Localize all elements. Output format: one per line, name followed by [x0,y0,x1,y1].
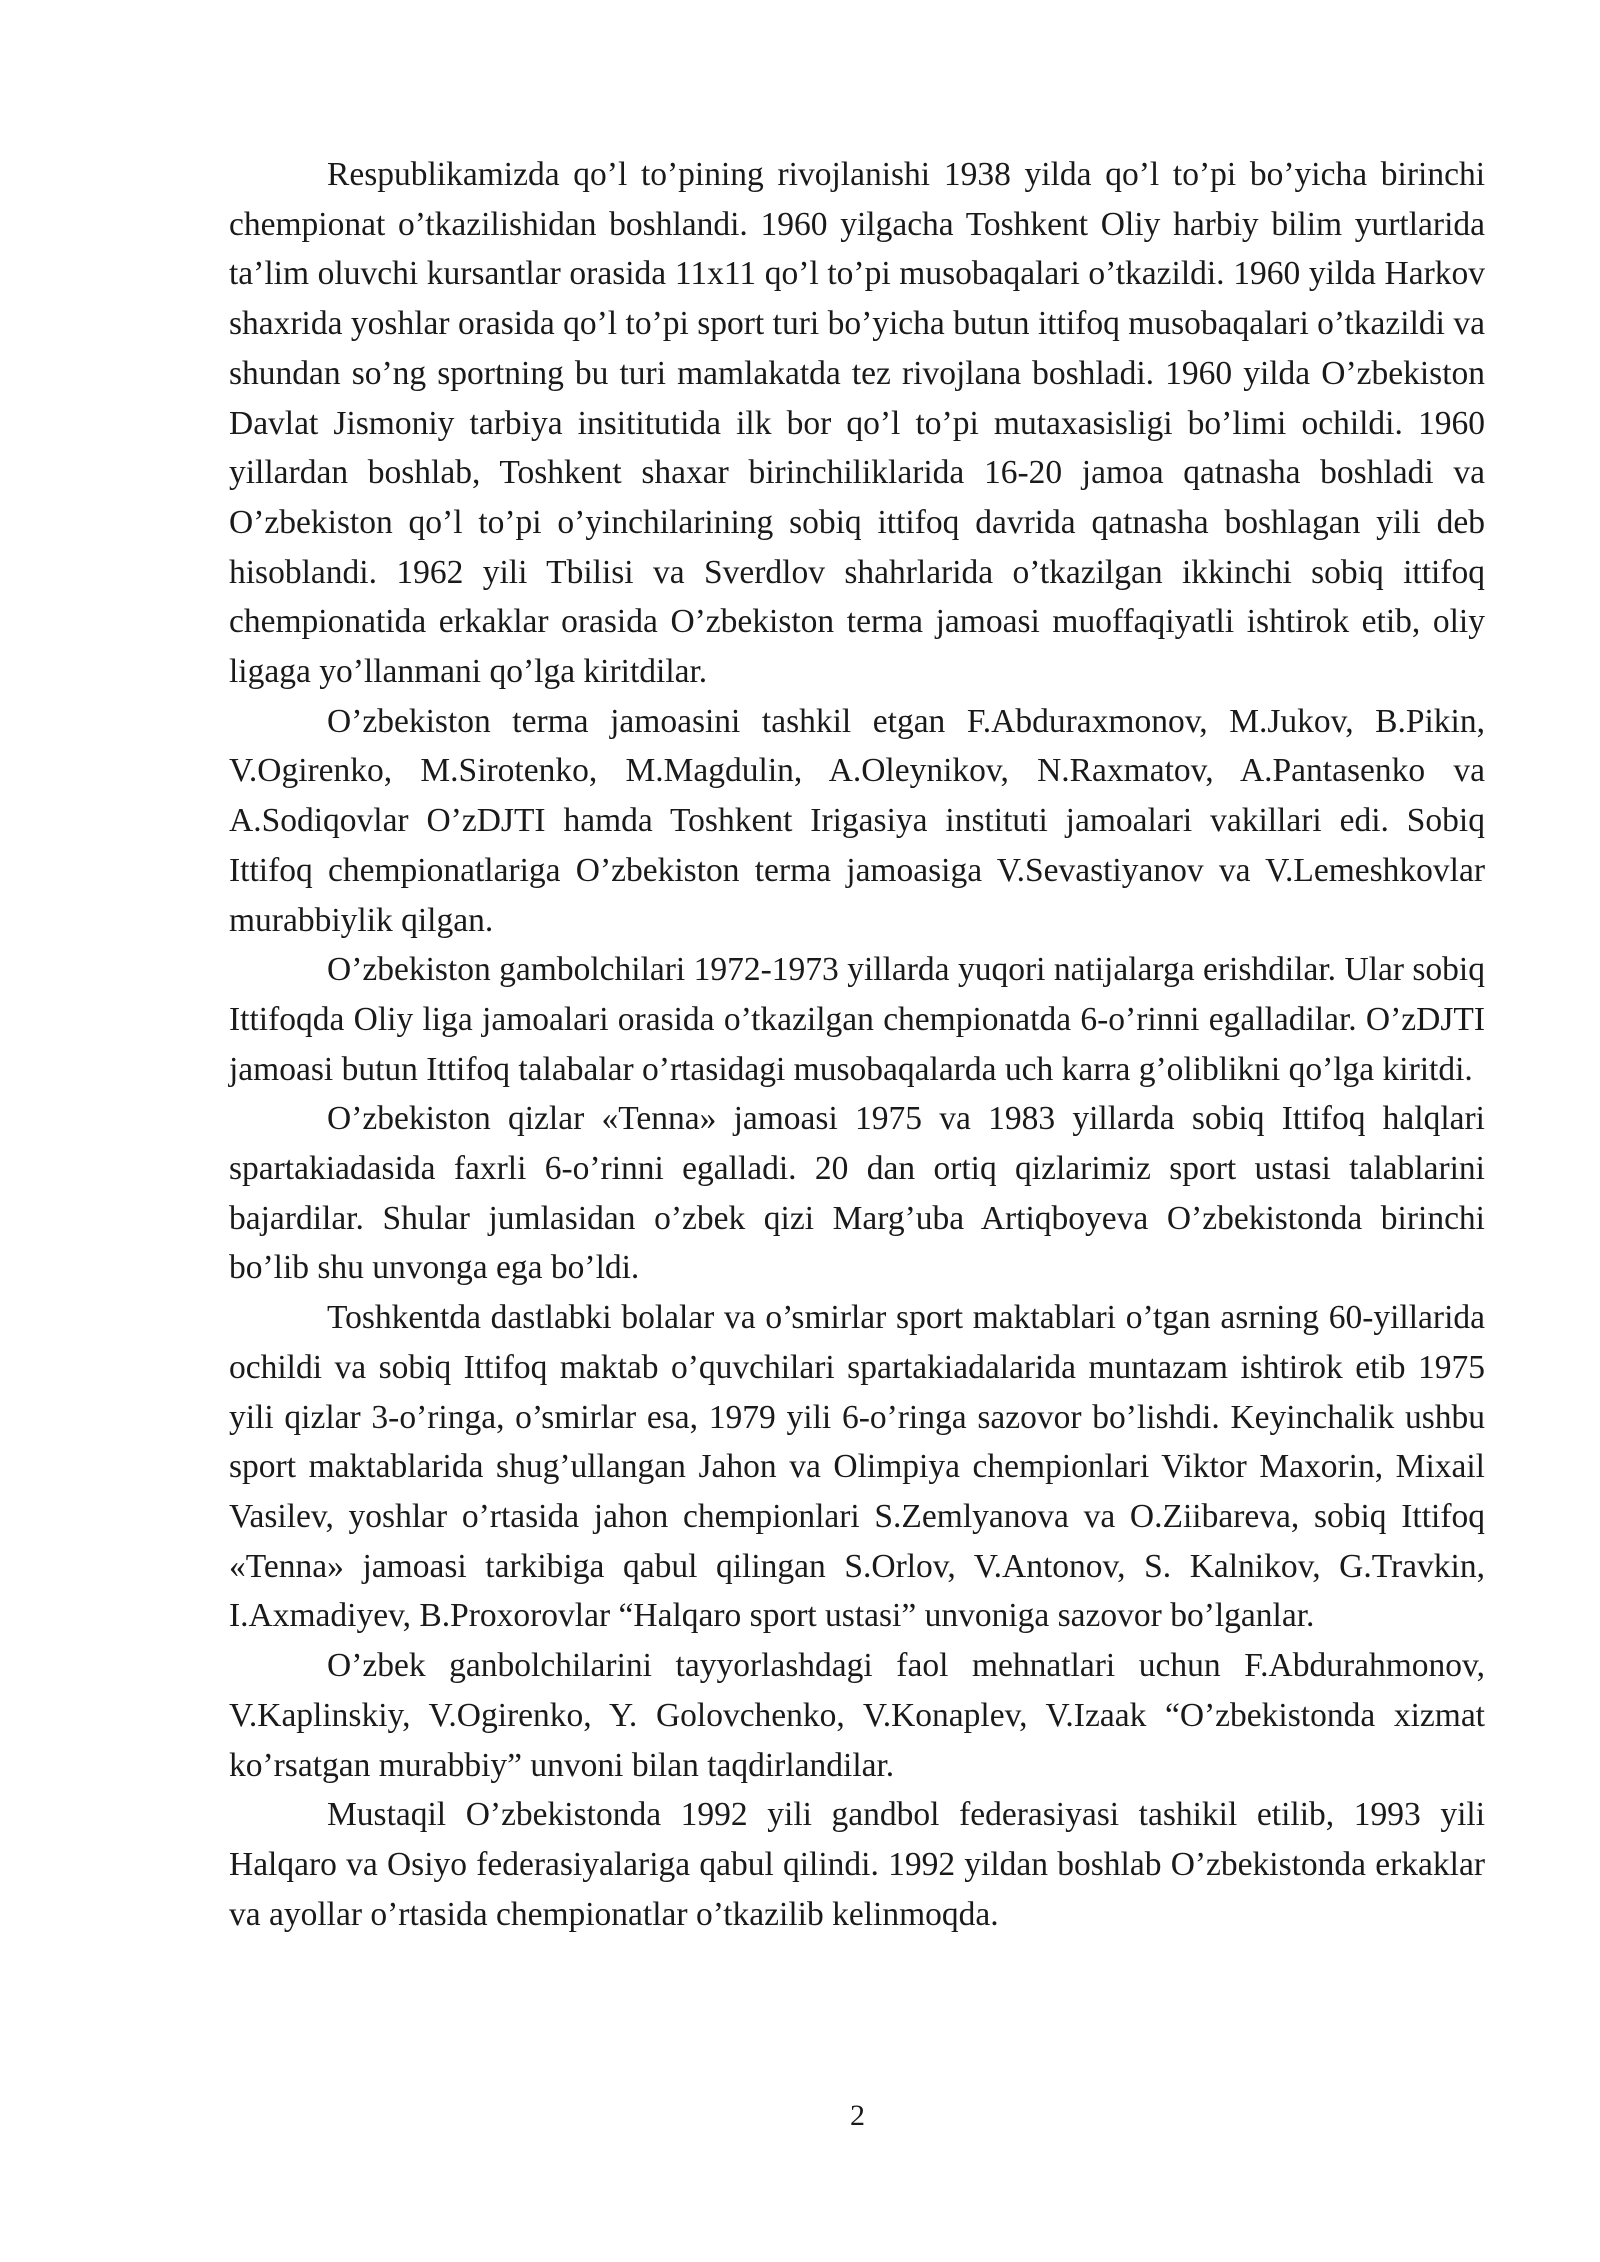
paragraph: Mustaqil O’zbekistonda 1992 yili gandbol federasiyasi tashikil etilib, 1993 yili Halqaro va Osiyo federasiyalariga qabul qilindi. 1992 yildan boshlab O’zbekistonda erkaklar va ayollar o’rtasida chempionatlar o’tkazilib kelinmoqda. [229,1796,1485,1933]
body-text [229,150,1485,1939]
paragraph: Respublikamizda qo’l to’pining rivojlanishi 1938 yilda qo’l to’pi bo’yicha birinchi chempionat o’tkazilishidan boshlandi. 1960 yilgacha Toshkent Oliy harbiy bilim yurtlarida ta’lim oluvchi kursantlar orasida 11x11 qo’l to’pi musobaqalari o’tkazildi. 1960 yilda Harkov shaxrida yoshlar orasida qo’l to’pi sport turi bo’yicha butun ittifoq musobaqalari o’tkazildi va shundan so’ng sportning bu turi mamlakatda tez rivojlana boshladi. 1960 yilda O’zbekiston Davlat Jismoniy tarbiya insititutida ilk bor qo’l to’pi mutaxasisligi bo’limi ochildi. 1960 yillardan boshlab, Toshkent shaxar birinchiliklarida 16-20 jamoa qatnasha boshladi va O’zbekiston qo’l to’pi o’yinchilarining sobiq ittifoq davrida qatnasha boshlagan yili deb hisoblandi. 1962 yili Tbilisi va Sverdlov shahrlarida o’tkazilgan ikkinchi sobiq ittifoq chempionatida erkaklar orasida O’zbekiston terma jamoasi muoffaqiyatli ishtirok etib, oliy ligaga yo’llanmani qo’lga kiritdilar. [229,156,1485,691]
paragraph: O’zbek ganbolchilarini tayyorlashdagi faol mehnatlari uchun F.Abdurahmonov, V.Kaplinskiy, V.Ogirenko, Y. Golovchenko, V.Konaplev, V.Izaak “O’zbekistonda xizmat ko’rsatgan murabbiy” unvoni bilan taqdirlandilar. [229,1647,1485,1784]
page-number: 2 [850,2099,865,2132]
paragraph: O’zbekiston gambolchilari 1972-1973 yillarda yuqori natijalarga erishdilar. Ular sobiq Ittifoqda Oliy liga jamoalari orasida o’tkazilgan chempionatda 6-o’rinni egalladilar. O’zDJTI jamoasi butun Ittifoq talabalar o’rtasidagi musobaqalarda uch karra g’oliblikni qo’lga kiritdi. [229,951,1485,1088]
paragraph: Toshkentda dastlabki bolalar va o’smirlar sport maktablari o’tgan asrning 60-yillarida ochildi va sobiq Ittifoq maktab o’quvchilari spartakiadalarida muntazam ishtirok etib 1975 yili qizlar 3-o’ringa, o’smirlar esa, 1979 yili 6-o’ringa sazovor bo’lishdi. Keyinchalik ushbu sport maktablarida shug’ullangan Jahon va Olimpiya chempionlari Viktor Maxorin, Mixail Vasilev, yoshlar o’rtasida jahon chempionlari S.Zemlyanova va O.Ziibareva, sobiq Ittifoq «Tenna» jamoasi tarkibiga qabul qilingan S.Orlov, V.Antonov, S. Kalnikov, G.Travkin, I.Axmadiyev, B.Proxorovlar “Halqaro sport ustasi” unvoniga sazovor bo’lganlar. [229,1299,1485,1635]
paragraph: O’zbekiston qizlar «Tenna» jamoasi 1975 va 1983 yillarda sobiq Ittifoq halqlari spartakiadasida faxrli 6-o’rinni egalladi. 20 dan ortiq qizlarimiz sport ustasi talablarini bajardilar. Shular jumlasidan o’zbek qizi Marg’uba Artiqboyeva O’zbekistonda birinchi bo’lib shu unvonga ega bo’ldi. [229,1100,1485,1287]
paragraph: O’zbekiston terma jamoasini tashkil etgan F.Abduraxmonov, M.Jukov, B.Pikin, V.Ogirenko, M.Sirotenko, M.Magdulin, A.Oleynikov, N.Raxmatov, A.Pantasenko va A.Sodiqovlar O’zDJTI hamda Toshkent Irigasiya instituti jamoalari vakillari edi. Sobiq Ittifoq chempionatlariga O’zbekiston terma jamoasiga V.Sevastiyanov va V.Lemeshkovlar murabbiylik qilgan. [229,702,1485,939]
